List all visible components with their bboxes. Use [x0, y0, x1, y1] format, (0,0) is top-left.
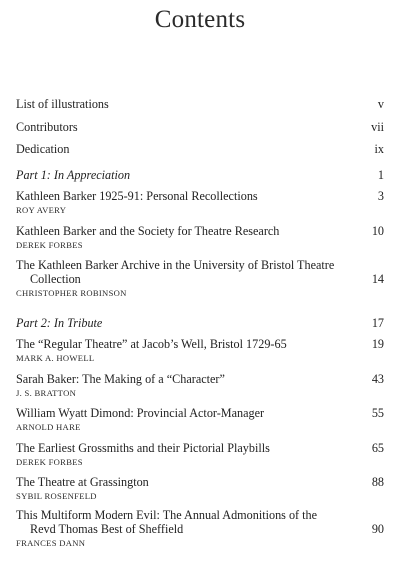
entry-title: The Earliest Grossmiths and their Pictorial Playbills [16, 441, 270, 455]
entry-author: MARK A. HOWELL [16, 353, 95, 363]
entry-title: The Theatre at Grassington [16, 475, 149, 489]
entry-author: ARNOLD HARE [16, 422, 81, 432]
entry-title: Dedication [16, 142, 70, 156]
entry-title: This Multiform Modern Evil: The Annual Admonitions of the [16, 508, 318, 522]
page-number: 65 [371, 441, 384, 455]
part-heading-in-tribute[interactable] [16, 316, 386, 330]
entry-title: Contributors [16, 120, 78, 134]
page-number: 90 [371, 522, 384, 536]
toc-entry[interactable] [16, 258, 386, 299]
entry-author: ROY AVERY [16, 205, 67, 215]
toc-entry[interactable] [16, 406, 386, 433]
entry-author: FRANCES DANN [16, 538, 86, 548]
toc-entry[interactable] [16, 189, 386, 216]
entry-author: DEREK FORBES [16, 457, 83, 467]
toc-entry[interactable] [16, 224, 386, 251]
entry-author: DEREK FORBES [16, 240, 83, 250]
page-number: 10 [371, 224, 384, 238]
page-number: 14 [371, 272, 384, 286]
toc-entry[interactable] [16, 337, 386, 364]
entry-title: Kathleen Barker 1925-91: Personal Recollections [16, 189, 258, 203]
toc-entry[interactable] [16, 475, 386, 502]
page-number: vii [371, 120, 384, 134]
page-title: Contents [154, 6, 246, 33]
entry-title: The Kathleen Barker Archive in the University of Bristol Theatre [16, 258, 335, 272]
page-number: 1 [377, 168, 384, 182]
entry-title: Sarah Baker: The Making of a “Character” [16, 372, 225, 386]
entry-title-continued: Revd Thomas Best of Sheffield [30, 522, 184, 536]
page-number: 88 [371, 475, 384, 489]
toc-entry[interactable] [16, 508, 386, 549]
part-title: Part 1: In Appreciation [16, 168, 131, 182]
entry-author: J. S. BRATTON [16, 388, 77, 398]
entry-title: The “Regular Theatre” at Jacob’s Well, Bristol 1729-65 [16, 337, 287, 351]
entry-author: CHRISTOPHER ROBINSON [16, 288, 127, 298]
toc-entry-contributors[interactable] [16, 120, 386, 134]
entry-title: Kathleen Barker and the Society for Theatre Research [16, 224, 280, 238]
toc-entry[interactable] [16, 372, 386, 399]
toc-entry-dedication[interactable] [16, 142, 386, 156]
page-number: 17 [371, 316, 384, 330]
page-number: ix [374, 142, 384, 156]
part-heading-in-appreciation[interactable] [16, 168, 386, 182]
page-number: 19 [371, 337, 384, 351]
page-number: 55 [371, 406, 384, 420]
entry-author: SYBIL ROSENFELD [16, 491, 97, 501]
entry-title-continued: Collection [30, 272, 81, 286]
entry-title: List of illustrations [16, 97, 109, 111]
page-number: 3 [377, 189, 384, 203]
entry-title: William Wyatt Dimond: Provincial Actor-Manager [16, 406, 265, 420]
toc-entry[interactable] [16, 441, 386, 468]
part-title: Part 2: In Tribute [16, 316, 103, 330]
page-number: v [377, 97, 384, 111]
page-number: 43 [371, 372, 384, 386]
toc-entry-list-of-illustrations[interactable] [16, 97, 386, 111]
